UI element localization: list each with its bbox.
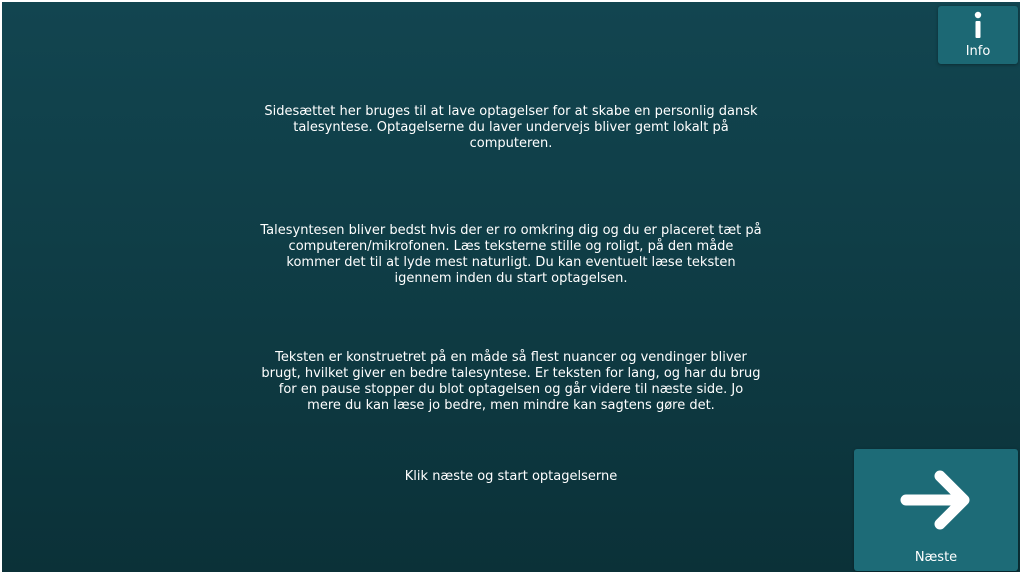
intro-instruction: Klik næste og start optagelserne xyxy=(404,469,618,484)
next-button-label: Næste xyxy=(914,550,958,565)
intro-paragraph-1: Sidesættet her bruges til at lave optagelser for at skabe en personlig dansk talesyntese. Optagelserne du laver undervejs bliver gemt lokalt på computeren. xyxy=(264,104,758,151)
info-icon xyxy=(938,11,1018,39)
intro-paragraph-2: Talesyntesen bliver bedst hvis der er ro omkring dig og du er placeret tæt på computeren/mikrofonen. Læs teksterne stille og roligt, på den måde kommer det til at lyde mest naturligt. Du kan eventuelt læse teksten igennem inden du start optagelsen. xyxy=(260,223,762,286)
next-button[interactable] xyxy=(854,449,1018,571)
arrow-right-icon xyxy=(900,469,974,531)
intro-paragraph-3: Teksten er konstruetret på en måde så flest nuancer og vendinger bliver brugt, hvilket giver en bedre talesyntese. Er teksten for lang, og har du brug for en pause stopper du blot optagelsen og går videre til næste side. Jo mere du kan læse jo bedre, men mindre kan sagtens gøre det. xyxy=(261,350,761,413)
info-button-label: Info xyxy=(965,44,991,59)
info-button[interactable] xyxy=(938,6,1018,64)
intro-screen xyxy=(2,2,1020,572)
